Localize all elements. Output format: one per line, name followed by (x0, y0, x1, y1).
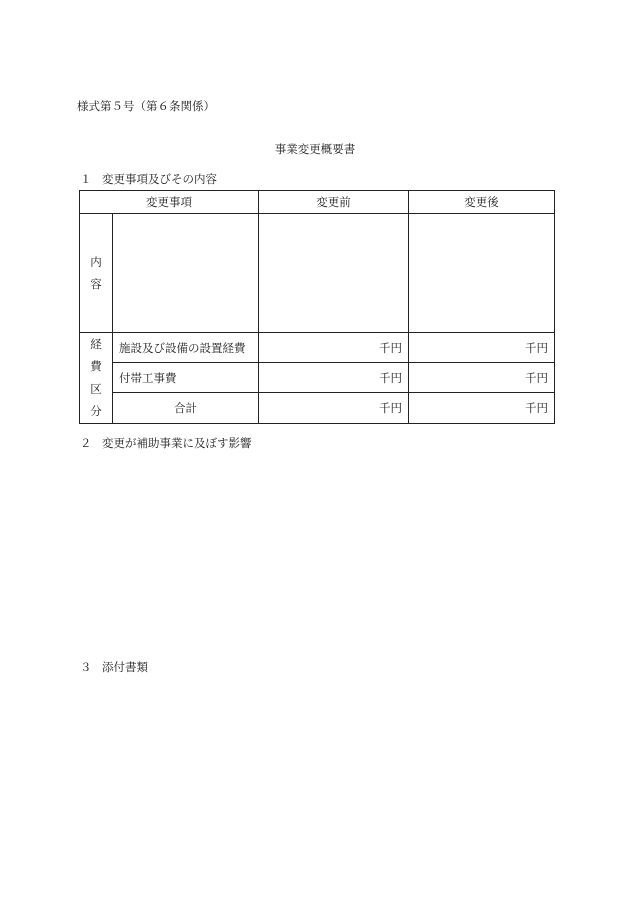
row-label-facility: 施設及び設備の設置経費 (113, 333, 259, 363)
section-1-heading (80, 174, 217, 186)
amount-after[interactable]: 千円 (409, 363, 555, 393)
expense-label-char: 経 (90, 337, 102, 351)
table-header-row (80, 191, 555, 214)
section-2-number: ２ (80, 436, 92, 450)
section-1-number: １ (80, 172, 92, 186)
content-label-char: 容 (90, 277, 102, 291)
expense-label-char: 区 (90, 381, 102, 396)
section-3-label: 添付書類 (102, 660, 148, 674)
section-3-number: ３ (80, 660, 92, 674)
section-2-label: 変更が補助事業に及ぼす影響 (102, 436, 252, 450)
form-number: 様式第５号（第６条関係） (77, 99, 215, 113)
expense-label-cell (80, 333, 113, 424)
expense-label-char: 費 (90, 359, 102, 374)
row-label-incidental: 付帯工事費 (113, 363, 259, 393)
section-2-heading (80, 438, 252, 450)
amount-before[interactable]: 千円 (259, 333, 409, 363)
content-before-cell[interactable] (259, 214, 409, 333)
content-row (80, 214, 555, 333)
content-after-cell[interactable] (409, 214, 555, 333)
content-label-cell (80, 214, 113, 333)
amount-after[interactable]: 千円 (409, 333, 555, 363)
content-description-cell[interactable] (113, 214, 259, 333)
header-before: 変更前 (259, 191, 409, 214)
table-row (80, 333, 555, 363)
header-change-item: 変更事項 (80, 191, 259, 214)
section-1-label: 変更事項及びその内容 (102, 172, 217, 186)
change-summary-table (79, 190, 555, 424)
document-title: 事業変更概要書 (274, 142, 356, 156)
expense-label-char: 分 (90, 404, 102, 419)
section-3-heading (80, 662, 148, 674)
table-row (80, 363, 555, 393)
content-label-char: 内 (90, 254, 102, 269)
header-after: 変更後 (409, 191, 555, 214)
table-row (80, 393, 555, 423)
amount-before[interactable]: 千円 (259, 393, 409, 423)
row-label-total: 合計 (113, 393, 259, 423)
amount-before[interactable]: 千円 (259, 363, 409, 393)
amount-after[interactable]: 千円 (409, 393, 555, 423)
